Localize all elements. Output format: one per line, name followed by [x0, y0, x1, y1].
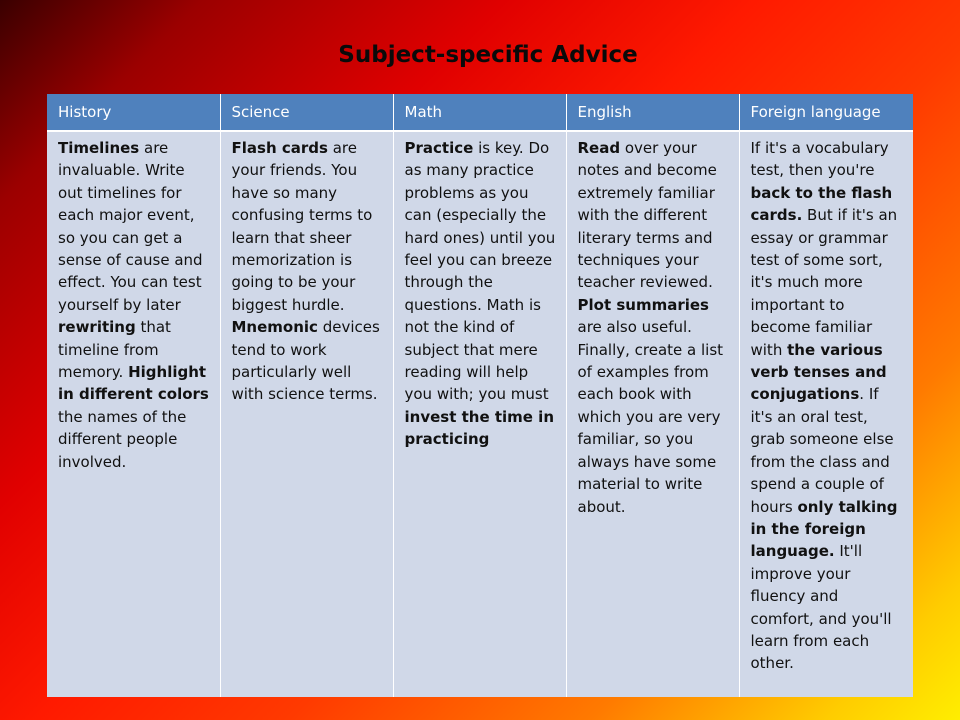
header-english: English [566, 94, 739, 131]
bold-text: Plot summaries [577, 295, 709, 314]
bold-text: Highlight in different colors [58, 363, 209, 404]
header-row [47, 94, 913, 131]
cell-english [566, 131, 739, 697]
cell-text: are your friends. You have so many confusing terms to learn that sheer memorization is going to be your biggest hurdle. [231, 139, 373, 314]
bold-text: rewriting [58, 318, 136, 337]
header-foreign-language: Foreign language [739, 94, 913, 131]
header-math: Math [393, 94, 566, 131]
bold-text: Timelines [58, 139, 140, 157]
bold-text: only talking in the foreign language. [750, 497, 898, 561]
bold-text: Mnemonic [231, 318, 318, 337]
bold-text: the various verb tenses and conjugations [750, 340, 887, 404]
cell-history [47, 131, 220, 697]
cell-text: are also useful. Finally, create a list of examples from each book with which you are very familiar, so you always have some material to write about. [577, 318, 724, 516]
cell-text: But if it's an essay or grammar test of some sort, it's much more important to become familiar with [750, 206, 898, 359]
cell-science [220, 131, 393, 697]
cell-text: are invaluable. Write out timelines for each major event, so you can get a sense of cause and effect. You can test yourself by later [58, 139, 203, 314]
bold-text: Flash cards [231, 139, 328, 157]
cell-math [393, 131, 566, 697]
bold-text: invest the time in practicing [404, 407, 554, 449]
advice-row [47, 131, 913, 697]
cell-text: over your notes and become extremely familiar with the different literary terms and techniques your teacher reviewed. [577, 139, 717, 292]
bold-text: Practice [404, 139, 474, 157]
header-history: History [47, 94, 220, 131]
cell-text: the names of the different people involved. [58, 407, 187, 471]
bold-text: Read [577, 139, 621, 157]
cell-foreign-language [739, 131, 913, 697]
cell-text: devices tend to work particularly well with science terms. [231, 318, 380, 404]
header-science: Science [220, 94, 393, 131]
slide-title: Subject-specific Advice [338, 42, 638, 68]
cell-text: . If it's an oral test, grab someone else from the class and spend a couple of hours [750, 385, 894, 516]
advice-table [47, 94, 913, 697]
cell-text: It'll improve your fluency and comfort, and you'll learn from each other. [750, 542, 892, 673]
cell-text: that timeline from memory. [58, 318, 171, 382]
bold-text: back to the flash cards. [750, 183, 893, 225]
cell-text: is key. Do as many practice problems as you can (especially the hard ones) until you feel you can breeze through the questions. Math is not the kind of subject that mere reading will help you with; you must [404, 139, 556, 404]
cell-text: If it's a vocabulary test, then you're [750, 139, 889, 180]
